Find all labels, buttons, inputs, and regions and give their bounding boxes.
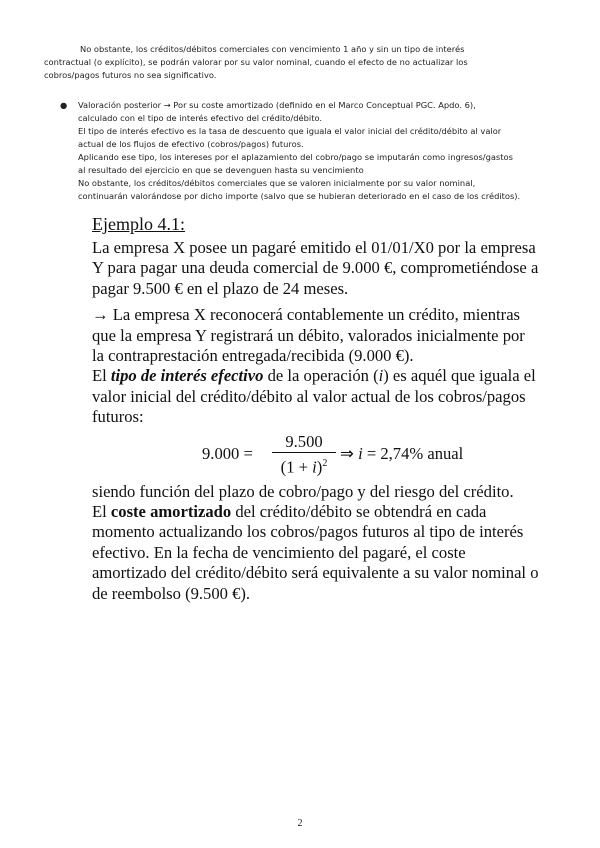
amortized-cost-definition [92,502,580,604]
intro-line: cobros/pagos futuros no sea significativo. [44,70,217,80]
bullet-line: Valoración posterior → Por su coste amortizado (definido en el Marco Conceptual PGC. Apdo. 6), [78,100,476,110]
example-line: la contraprestación entregada/recibida (9.000 €). [92,346,414,366]
term-amortized-cost: coste amortizado [110,502,232,522]
example-line: de reembolso (9.500 €). [92,583,251,603]
example-line: siendo función del plazo de cobro/pago y del riesgo del crédito. [92,481,514,501]
bullet-line: No obstante, los créditos/débitos comerciales que se valoren inicialmente por su valor nominal, [78,178,476,188]
example-title: Ejemplo 4.1: [92,214,185,234]
bullet-line: actual de los flujos de efectivo (cobros/pagos) futuros. [78,139,304,149]
example-line: pagar 9.500 € en el plazo de 24 meses. [92,278,349,298]
formula-lhs: 9.000 = [202,443,253,463]
bullet-line: al resultado del ejercicio en que se devenguen hasta su vencimiento [78,165,364,175]
intro-line: contractual (o explícito), se podrán valorar por su valor nominal, cuando el efecto de no actualizar los [44,57,468,67]
example-line: efectivo. En la fecha de vencimiento del pagaré, el coste [92,542,466,562]
bullet-line: continuarán valorándose por dicho importe (salvo que se hubieran deteriorado en el caso de los créditos). [78,191,521,201]
example-line: La empresa X posee un pagaré emitido el 01/01/X0 por la empresa [92,238,536,257]
rate-formula [92,432,580,476]
bullet-line: calculado con el tipo de interés efectivo del crédito/débito. [78,113,323,123]
example-line: momento actualizando los cobros/pagos futuros al tipo de interés [92,522,524,542]
bullet-line: Aplicando ese tipo, los intereses por el aplazamiento del cobro/pago se imputarán como ingresos/gastos [78,152,513,162]
term-effective-rate: tipo de interés efectivo [110,366,264,386]
formula-result: ⇒ i = 2,74% anual [340,443,464,463]
example-recognition [92,305,580,366]
example-line: que la empresa Y registrará un débito, valorados inicialmente por [92,325,525,345]
intro-paragraph [44,43,564,82]
formula-denominator: $(1 + i)^2$ [280,457,328,477]
bullet-marker: ● [60,100,68,110]
formula-numerator: 9.500 [272,432,336,453]
example-line: amortizado del crédito/débito será equivalente a su valor nominal o [92,563,539,583]
example-line: valor inicial del crédito/débito al valor actual de los cobros/pagos [92,386,526,406]
effective-rate-definition [92,366,580,427]
valuation-bullet [62,99,562,203]
example-box [92,212,580,604]
example-line: → La empresa X reconocerá contablemente un crédito, mientras [92,305,521,325]
intro-line: No obstante, los créditos/débitos comerciales con vencimiento 1 año y sin un tipo de interés [80,44,465,54]
example-line: Y para pagar una deuda comercial de 9.000 €, comprometiéndose a [92,258,539,278]
example-line: futuros: [92,407,144,427]
page-number: 2 [297,818,303,829]
example-line: El coste amortizado del crédito/débito se obtendrá en cada [92,502,487,522]
formula-fraction [272,432,336,479]
example-line: El tipo de interés efectivo de la operación (i) es aquél que iguala el [92,366,536,386]
example-statement [92,238,580,299]
bullet-line: El tipo de interés efectivo es la tasa de descuento que iguala el valor inicial del crédito/débito al valor [78,126,502,136]
